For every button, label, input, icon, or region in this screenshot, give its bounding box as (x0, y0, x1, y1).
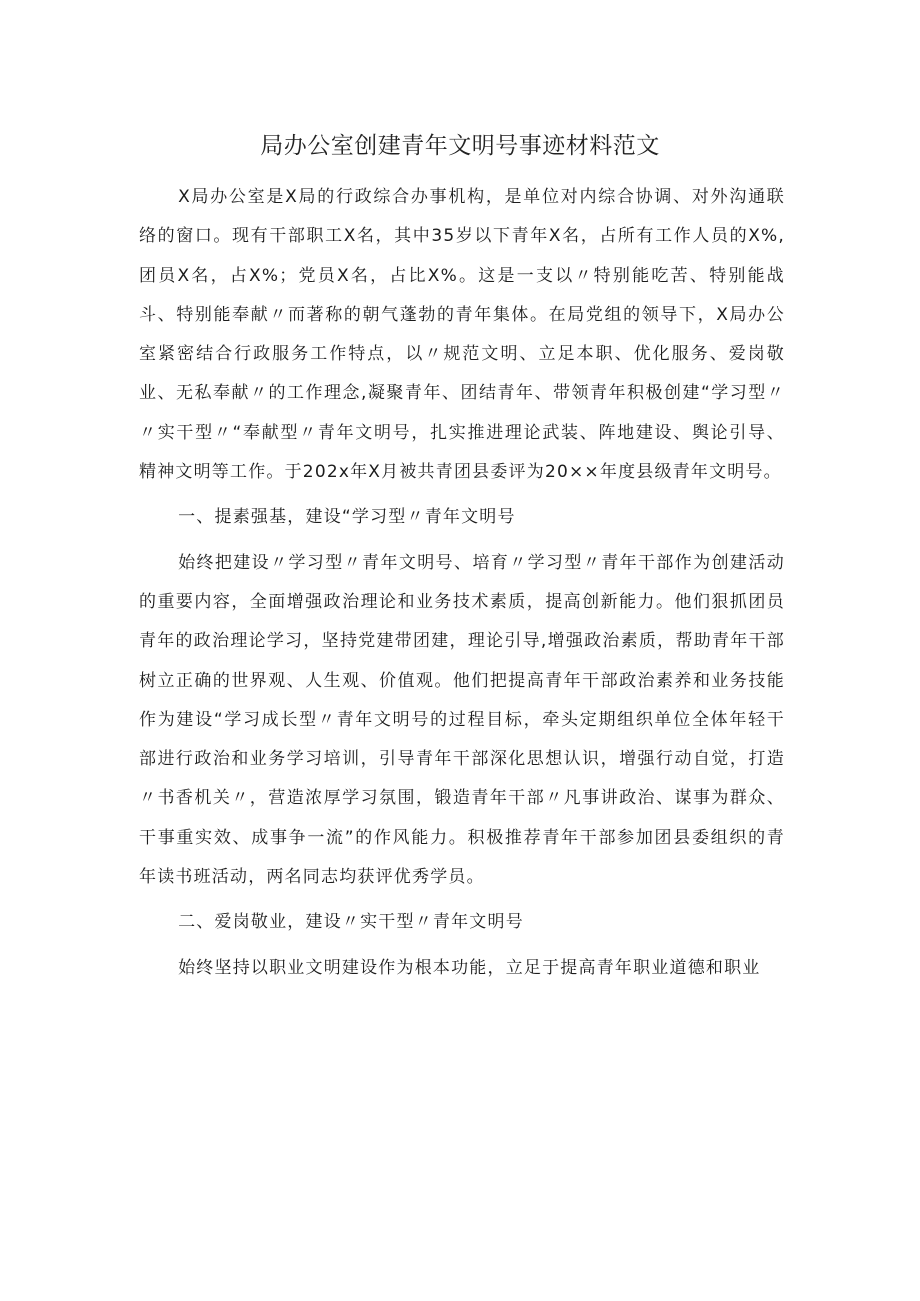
document-body (139, 178, 785, 988)
section-1-heading: 一、提素强基，建设“学习型〃青年文明号 (178, 507, 516, 528)
section-2-heading: 二、爱岗敬业，建设〃实干型〃青年文明号 (178, 912, 524, 933)
section-1-paragraph: 始终把建设〃学习型〃青年文明号、培育〃学习型〃青年干部作为创建活动的重要内容，全面增强政治理论和业务技术素质，提高创新能力。他们狠抓团员青年的政治理论学习，坚持党建带团建，理论引导,增强政治素质，帮助青年干部树立正确的世界观、人生观、价值观。他们把提高青年干部政治素养和业务技能作为建设“学习成长型〃青年文明号的过程目标，牵头定期组织单位全体年轻干部进行政治和业务学习培训，引导青年干部深化思想认识，增强行动自觉，打造〃书香机关〃，营造浓厚学习氛围，锻造青年干部〃凡事讲政治、谋事为群众、干事重实效、成事争一流”的作风能力。积极推荐青年干部参加团县委组织的青年读书班活动，两名同志均获评优秀学员。 (139, 552, 785, 888)
intro-paragraph: X局办公室是X局的行政综合办事机构，是单位对内综合协调、对外沟通联络的窗口。现有干部职工X名，其中35岁以下青年X名，占所有工作人员的X%,团员X名，占X%；党员X名，占比X%。这是一支以〃特别能吃苦、特别能战斗、特别能奉献〃而著称的朝气蓬勃的青年集体。在局党组的领导下，X局办公室紧密结合行政服务工作特点，以〃规范文明、立足本职、优化服务、爱岗敬业、无私奉献〃的工作理念,凝聚青年、团结青年、带领青年积极创建“学习型〃〃实干型〃“奉献型〃青年文明号，扎实推进理论武装、阵地建设、舆论引导、精神文明等工作。于202x年X月被共青团县委评为20××年度县级青年文明号。 (139, 187, 785, 483)
document-title: 局办公室创建青年文明号事迹材料范文 (260, 133, 660, 159)
section-2-paragraph: 始终坚持以职业文明建设作为根本功能，立足于提高青年职业道德和职业 (178, 957, 761, 978)
